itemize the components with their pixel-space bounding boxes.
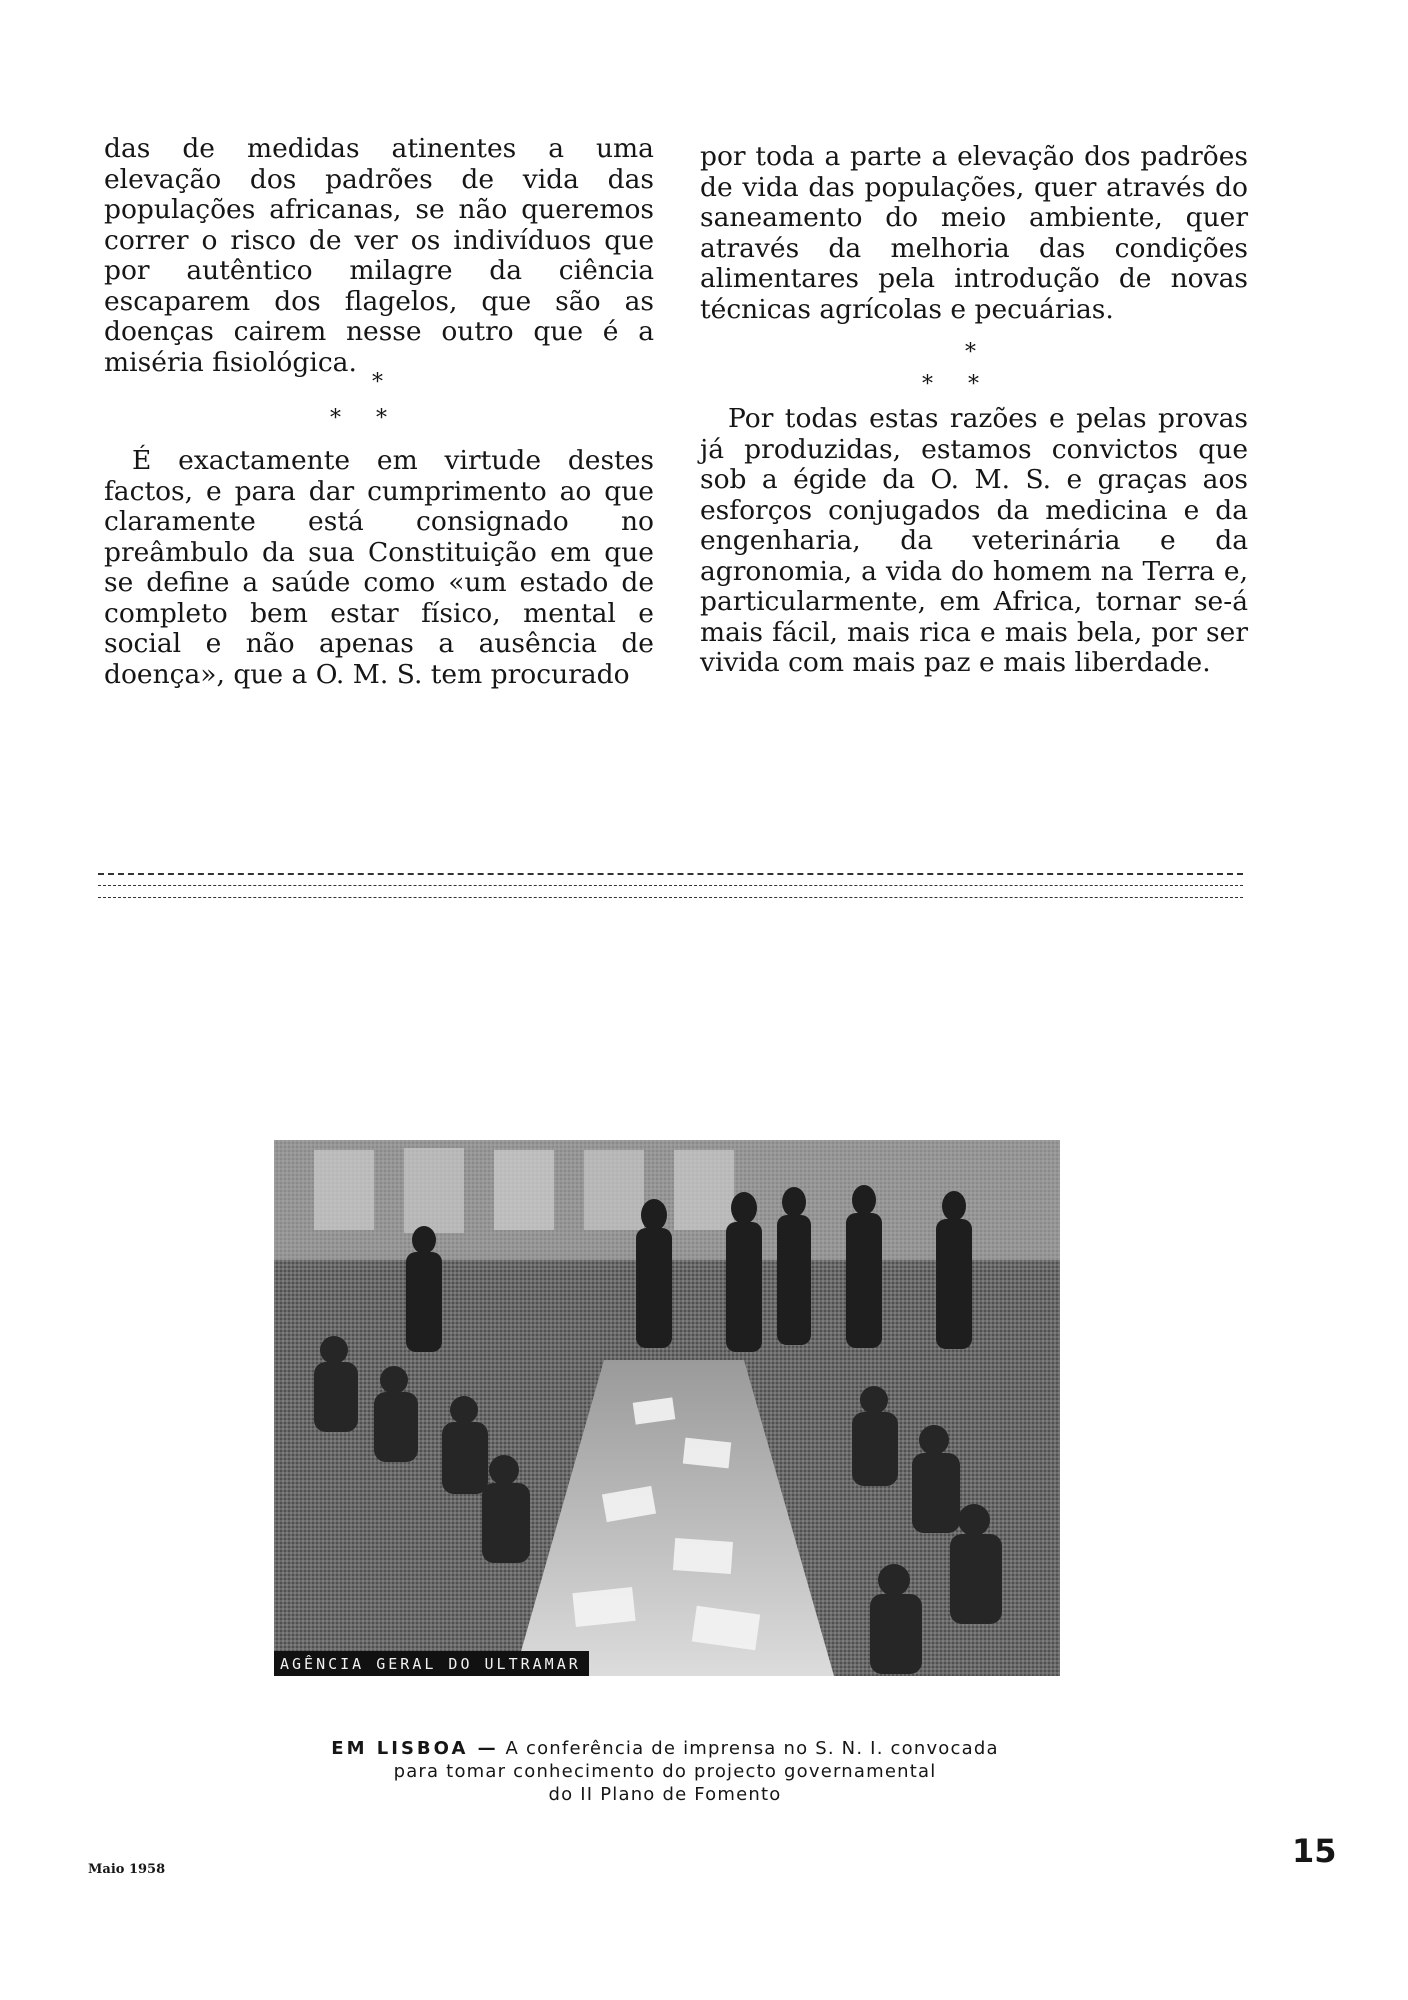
left-paragraph-1: das de medidas atinentes a uma elevação dos padrões de vida das populações africanas, se não queremos correr o risco de ver os indivíduos que por autêntico milagre da ciência escaparem dos flagelos, que são as doenças cairem nesse outro que é a miséria fisiológica. bbox=[104, 133, 654, 378]
press-conference-photo bbox=[274, 1140, 1060, 1676]
right-separator-top: * bbox=[965, 340, 976, 365]
divider-rule-top bbox=[98, 873, 1243, 875]
right-paragraph-1: por toda a parte a elevação dos padrões de vida das populações, quer através do saneamento do meio ambiente, quer através da melhoria das condições alimentares pela introdução de novas técnicas agrícolas e pecuárias. bbox=[700, 141, 1248, 325]
left-separator-bottom: * * bbox=[330, 406, 387, 431]
right-paragraph-2: Por todas estas razões e pelas provas já produzidas, estamos convictos que sob a égide da O. M. S. e graças aos esforços conjugados da medicina e da engenharia, da veterinária e da agronomia, a vida do homem na Terra e, particularmente, em Africa, tornar se-á mais fácil, mais rica e mais bela, por ser vivida com mais paz e mais liberdade. bbox=[700, 403, 1248, 678]
right-separator-bottom: * * bbox=[922, 372, 979, 397]
caption-line-1-text: A conferência de imprensa no S. N. I. convocada bbox=[498, 1738, 999, 1759]
right-column-lower bbox=[700, 404, 1248, 679]
right-column bbox=[700, 142, 1248, 325]
photo-credit: AGÊNCIA GERAL DO ULTRAMAR bbox=[274, 1651, 589, 1676]
photo-illustration bbox=[274, 1140, 1060, 1676]
left-paragraph-2: É exactamente em virtude destes factos, e para dar cumprimento ao que claramente está consignado no preâmbulo da sua Constituição em que se define a saúde como «um estado de completo bem estar físico, mental e social e não apenas a ausência de doença», que a O. M. S. tem procurado bbox=[104, 445, 654, 690]
issue-date: Maio 1958 bbox=[88, 1862, 166, 1877]
divider-rule-middle bbox=[98, 885, 1243, 886]
divider-rule-bottom bbox=[98, 897, 1243, 898]
caption-line-3: do II Plano de Fomento bbox=[548, 1784, 782, 1805]
left-column-lower bbox=[104, 446, 654, 690]
photo-caption bbox=[270, 1737, 1060, 1806]
caption-lead: EM LISBOA — bbox=[331, 1738, 499, 1759]
caption-line-1 bbox=[270, 1737, 1060, 1760]
left-separator-top: * bbox=[372, 370, 383, 395]
left-column bbox=[104, 134, 654, 378]
page-number: 15 bbox=[1292, 1832, 1337, 1870]
caption-line-2: para tomar conhecimento do projecto governamental bbox=[393, 1761, 937, 1782]
